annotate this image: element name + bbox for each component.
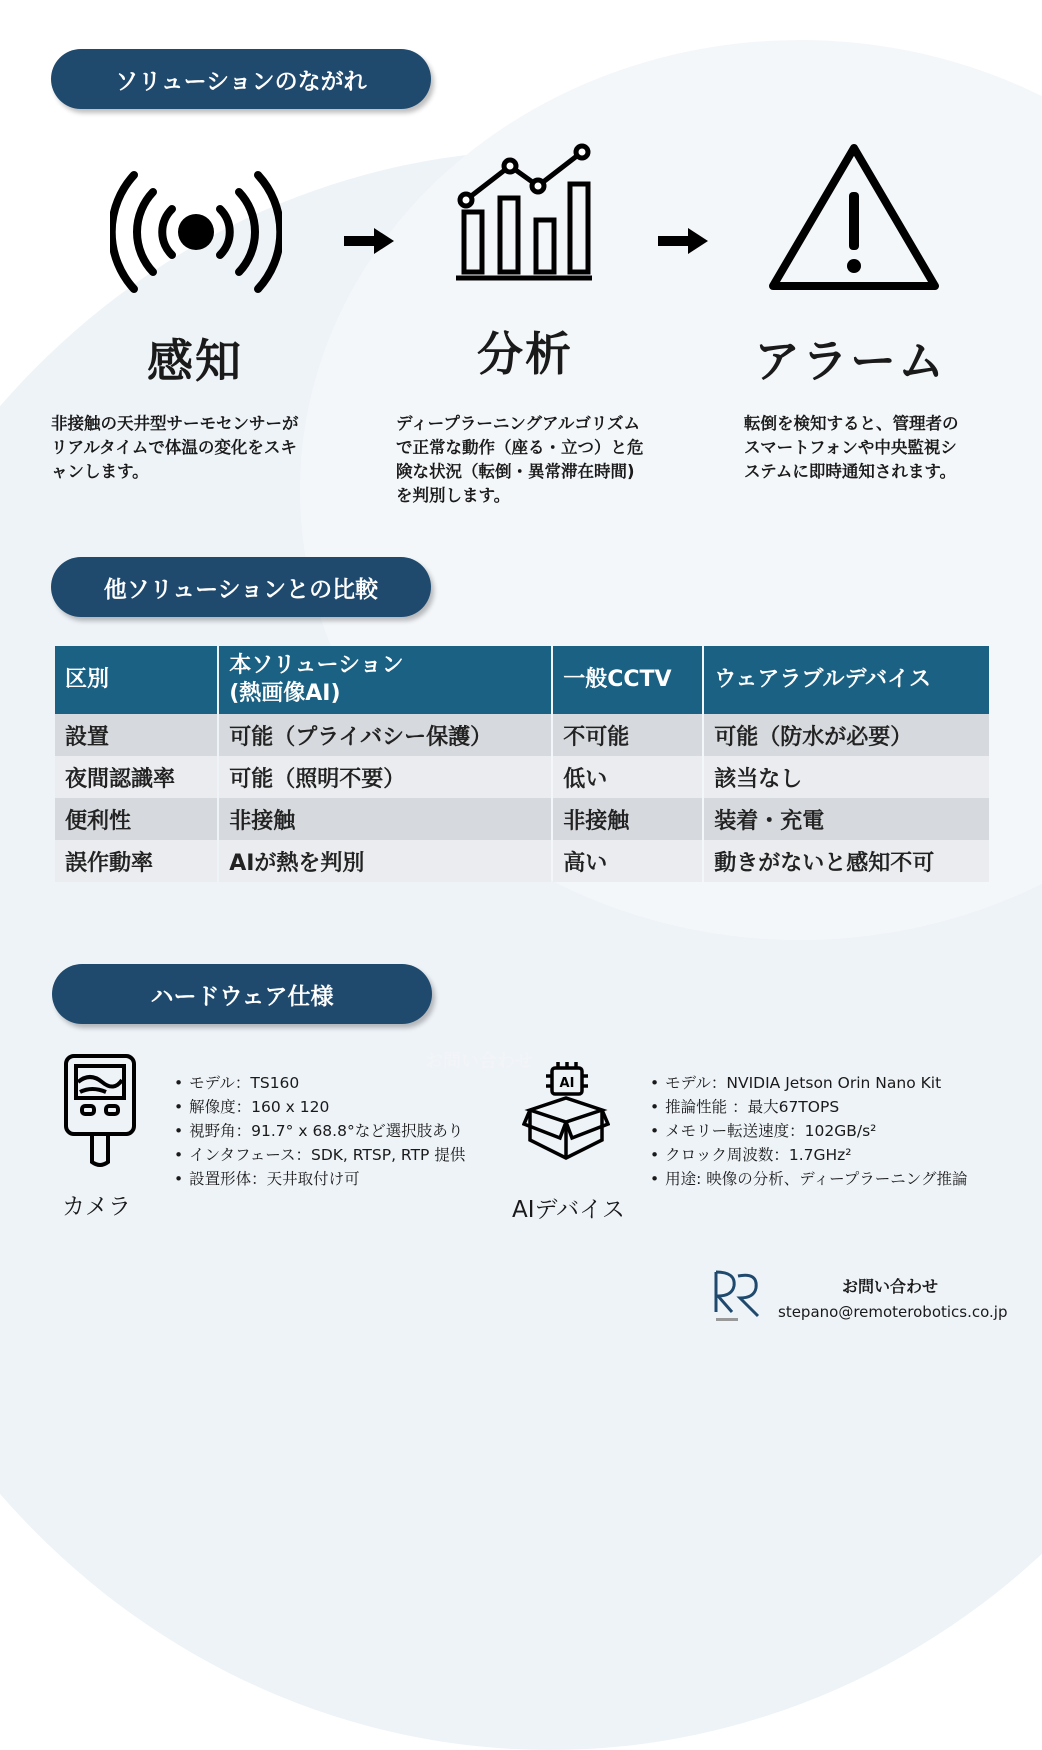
table-cell: 非接触 [219,798,551,840]
table-cell: 可能（照明不要） [219,756,551,798]
remote-robotics-logo [712,1266,764,1326]
spec-item: • モデル：NVIDIA Jetson Orin Nano Kit [650,1071,1020,1095]
ai-chip-box-icon [522,1058,610,1166]
table-row [55,840,989,882]
ai-spec-list [650,1071,1020,1191]
table-cell: 高い [553,840,702,882]
table-cell: 設置 [55,714,217,756]
ghost-text: お問い合わせ [425,1051,533,1072]
table-header-row [55,646,989,714]
contact-title: お問い合わせ [842,1277,939,1296]
step-title-sense: 感知 [147,334,243,388]
spec-item: • 推論性能 ：最大67TOPS [650,1095,1020,1119]
spec-item: • クロック周波数：1.7GHz² [650,1143,1020,1167]
step-title-alarm: アラーム [754,334,946,388]
section-title-hardware: ハードウェア仕様 [52,964,432,1024]
table-row [55,798,989,840]
spec-item: • モデル：TS160 [174,1071,514,1095]
arrow-right-icon [344,228,394,254]
table-cell: 可能（防水が必要） [704,714,989,756]
spec-item: • メモリー転送速度：102GB/s² [650,1119,1020,1143]
step-desc-sense: 非接触の天井型サーモセンサーが リアルタイムで体温の変化をスキ ャンします。 [51,414,299,481]
step-desc-analyze: ディープラーニングアルゴリズム で正常な動作（座る・立つ）と危 険な状況（転倒・異常滞在時間) を判別します。 [396,414,644,505]
table-header-cell: 本ソリューション (熱画像AI) [219,646,551,714]
thermal-camera-icon [62,1052,142,1170]
contact-email-link[interactable]: stepano@remoterobotics.co.jp [778,1303,1008,1321]
table-cell: 低い [553,756,702,798]
table-cell: 該当なし [704,756,989,798]
table-header-cell: ウェアラブルデバイス [704,646,989,714]
ai-device-label: AIデバイス [512,1197,625,1223]
table-cell: 可能（プライバシー保護） [219,714,551,756]
table-header-cell: 区別 [55,646,217,714]
table-cell: 誤作動率 [55,840,217,882]
spec-item: • インタフェース：SDK, RTSP, RTP 提供 [174,1143,514,1167]
step-desc-alarm: 転倒を検知すると、管理者の スマートフォンや中央監視シ ステムに即時通知されます。 [744,414,959,481]
table-cell: 動きがないと感知不可 [704,840,989,882]
table-cell: 便利性 [55,798,217,840]
spec-item: • 解像度：160 x 120 [174,1095,514,1119]
camera-label: カメラ [62,1194,131,1220]
spec-item: • 視野角：91.7° x 68.8°など選択肢あり [174,1119,514,1143]
section-title-compare: 他ソリューションとの比較 [51,557,431,617]
section-title-flow: ソリューションのながれ [51,49,431,109]
table-cell: 不可能 [553,714,702,756]
bar-chart-trend-icon [452,140,597,285]
table-cell: AIが熱を判別 [219,840,551,882]
table-cell: 夜間認識率 [55,756,217,798]
step-title-analyze: 分析 [477,327,573,381]
table-header-cell: 一般CCTV [553,646,702,714]
spec-item: • 用途: 映像の分析、ディープラーニング推論 [650,1167,1020,1191]
camera-spec-list [174,1071,514,1191]
arrow-right-icon [658,228,708,254]
table-cell: 装着・充電 [704,798,989,840]
table-row [55,756,989,798]
comparison-table [53,646,991,882]
table-row [55,714,989,756]
warning-triangle-icon [765,140,943,295]
table-cell: 非接触 [553,798,702,840]
svg-text:AI: AI [559,1076,575,1091]
spec-item: • 設置形体：天井取付け可 [174,1167,514,1191]
sensor-wave-icon [110,165,282,300]
